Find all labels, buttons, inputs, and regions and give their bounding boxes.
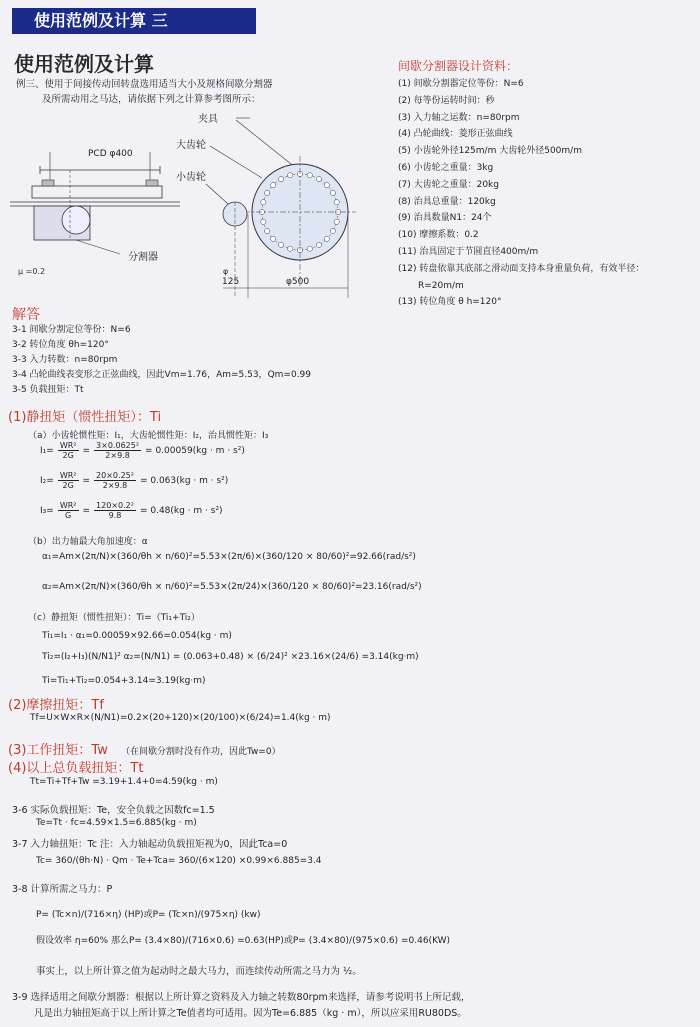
bolt-hole (307, 246, 312, 251)
spec-item: R=20m/m (418, 280, 464, 291)
spec-item: (3) 入力轴之运数：n=80rpm (398, 112, 520, 123)
spec-item: (2) 每等份运转时间：秒 (398, 95, 495, 106)
mu-label: μ =0.2 (18, 267, 46, 276)
bolt-hole (324, 183, 329, 188)
spec-item: (12) 转盘依靠其底部之滑动面支持本身重量负荷，有效半径： (398, 263, 645, 274)
total-torque-formula: Tt=Ti+Tf+Tw =3.19+1.4+0=4.59(kg · m) (30, 777, 218, 787)
dim-phi: φ (223, 267, 229, 276)
bolt-hole (264, 228, 269, 233)
indexer-label: 分割器 (128, 252, 158, 263)
step-3-8-title: 3-8 计算所需之马力：P (12, 884, 113, 895)
page-banner: 使用范例及计算 三 (12, 8, 256, 34)
inertia-label: （a）小齿轮惯性矩：I₁，大齿轮惯性矩：I₂，治具惯性矩：I₃ (28, 431, 269, 441)
bolt-hole (278, 176, 283, 181)
dim-500: φ500 (286, 277, 310, 287)
answer-step: 3-5 负载扭矩：Tt (12, 385, 84, 395)
answer-title: 解答 (12, 307, 40, 323)
step-3-9-line-2: 凡是出力轴扭矩高于以上所计算之Te值者均可适用。因为Te=6.885（kg · m），所以应采用RU80DS。 (34, 1008, 467, 1019)
bolt-hole (316, 242, 321, 247)
big-gear-label: 大齿轮 (176, 140, 206, 151)
answer-steps (12, 323, 311, 398)
answer-step: 3-2 转位角度 θh=120° (12, 340, 109, 350)
friction-formula: Tf=U×W×R×(N/N1)=0.2×(20+120)×(20/100)×(6/24)=1.4(kg · m) (30, 713, 331, 723)
i1-formula: I₁= $\frac{\text{WR²}}{2G}$ = $\frac{\text{3×0.0625²}}{2\times 9.8}$ = 0.00059(kg · m · s²) (40, 441, 245, 460)
spec-item: (13) 转位角度 θ h=120° (398, 297, 502, 308)
static-torque-label: （c）静扭矩（惯性扭矩）：Ti=（Ti₁+Ti₂） (28, 613, 200, 623)
spec-title: 间歇分割器设计资料： (398, 59, 519, 73)
bolt-hole (324, 236, 329, 241)
fixture-label: 夹具 (198, 114, 218, 125)
spec-item: (7) 大齿轮之重量：20kg (398, 179, 499, 190)
intro-line-1: 例三、使用于间接传动回转盘选用适当大小及规格间歇分割器 (16, 79, 273, 90)
ti2-formula: Ti₂=(I₂+I₃)(N/N1)² α₂=(N/N1) = (0.063+0.48) × (6/24)² ×23.16×(24/6) =3.14(kg·m) (42, 652, 419, 662)
step-3-8-note: 事实上，以上所计算之值为起动时之最大马力，而连续传动所需之马力为 ½。 (36, 966, 362, 977)
answer-step: 3-1 间歇分割定位等份：N=6 (12, 325, 131, 335)
spec-item: (10) 摩擦系数：0.2 (398, 230, 479, 241)
step-3-8-eq2: 假设效率 η=60% 那么P= (3.4×80)/(716×0.6) =0.63(HP)或P= (3.4×80)/(975×0.6) =0.46(KW) (36, 936, 451, 946)
bolt-hole (261, 219, 266, 224)
step-3-7-title: 3-7 入力轴扭矩：Tc 注：入力轴起动负载扭矩视为0，因此Tca=0 (12, 839, 288, 850)
bolt-hole (261, 200, 266, 205)
spec-item: (1) 间歇分割器定位等份：N=6 (398, 79, 524, 89)
bolt-hole (334, 200, 339, 205)
bolt-hole (307, 173, 312, 178)
intro-line-2: 及所需动用之马达，请依据下列之计算参考图所示： (42, 94, 261, 105)
step-3-6-title: 3-6 实际负载扭矩：Te，安全负载之因数fc=1.5 (12, 805, 215, 816)
bolt-hole (288, 246, 293, 251)
section-2-title: (2)摩擦扭矩：Tf (8, 698, 104, 713)
alpha-label: （b）出力轴最大角加速度：α (28, 537, 148, 547)
step-3-9-line-1: 3-9 选择适用之间歇分割器：根据以上所计算之资料及入力轴之转数80rpm来选择，请参考说明书上所记载， (12, 992, 471, 1003)
step-3-7-eq: Tc= 360/(θh·N) · Qm · Te+Tca= 360/(6×120) ×0.99×6.885=3.4 (36, 856, 322, 866)
pcd-label: PCD φ400 (88, 149, 133, 159)
ti-formula: Ti=Ti₁+Ti₂=0.054+3.14=3.19(kg·m) (42, 676, 206, 686)
section-4-title: (4)以上总负载扭矩：Tt (8, 761, 144, 776)
dim-125: 125 (222, 277, 240, 287)
small-gear-label: 小齿轮 (176, 172, 206, 183)
bolt-hole (330, 190, 335, 195)
spec-item: (11) 治具固定于节圆直径400m/m (398, 246, 539, 257)
bolt-hole (264, 190, 269, 195)
bolt-hole (271, 236, 276, 241)
spec-list (398, 76, 644, 311)
ti1-formula: Ti₁=I₁ · α₁=0.00059×92.66=0.054(kg · m) (42, 631, 232, 641)
answer-step: 3-4 凸轮曲线表变形之正弦曲线，因此Vm=1.76，Am=5.53，Qm=0.99 (12, 370, 312, 380)
alpha1-formula: α₁=Am×(2π/N)×(360/θh × n/60)²=5.53×(2π/6)×(360/120 × 80/60)²=92.66(rad/s²) (42, 552, 416, 562)
bolt-hole (316, 176, 321, 181)
answer-step: 3-3 入力转数：n=80rpm (12, 355, 118, 365)
section-3: (3)工作扭矩：Tw （在间歇分割时没有作功，因此Tw=0） (8, 743, 281, 758)
bolt-hole (278, 242, 283, 247)
step-3-8-eq1: P= (Tc×n)/(716×η) (HP)或P= (Tc×n)/(975×η) (kw) (36, 910, 261, 920)
mechanism-diagram (10, 108, 370, 300)
bolt-hole (330, 228, 335, 233)
spec-item: (8) 治具总重量：120kg (398, 196, 496, 207)
section-1-title: (1)静扭矩（惯性扭矩）：Ti (8, 410, 162, 425)
spec-item: (6) 小齿轮之重量：3kg (398, 162, 494, 173)
bolt-hole (334, 219, 339, 224)
bolt-hole (271, 183, 276, 188)
spec-item: (5) 小齿轮外径125m/m 大齿轮外径500m/m (398, 146, 582, 157)
i2-formula: I₂= $\frac{\text{WR²}}{2G}$ = $\frac{\text{20×0.25²}}{2\times 9.8}$ = 0.063(kg · m · s²) (40, 471, 229, 490)
spec-item: (9) 治具数量N1：24个 (398, 213, 492, 224)
page-title: 使用范例及计算 (14, 52, 154, 76)
alpha2-formula: α₂=Am×(2π/N)×(360/θh × n/60)²=5.53×(2π/24)×(360/120 × 80/60)²=23.16(rad/s²) (42, 582, 422, 592)
bolt-hole (288, 173, 293, 178)
i3-formula: I₃= $\frac{\text{WR²}}{G}$ = $\frac{\text{120×0.2²}}{9.8}$ = 0.48(kg · m · s²) (40, 501, 223, 520)
spec-item: (4) 凸轮曲线：菱形正弦曲线 (398, 129, 513, 140)
step-3-6-eq: Te=Tt · fc=4.59×1.5=6.885(kg · m) (36, 818, 197, 828)
